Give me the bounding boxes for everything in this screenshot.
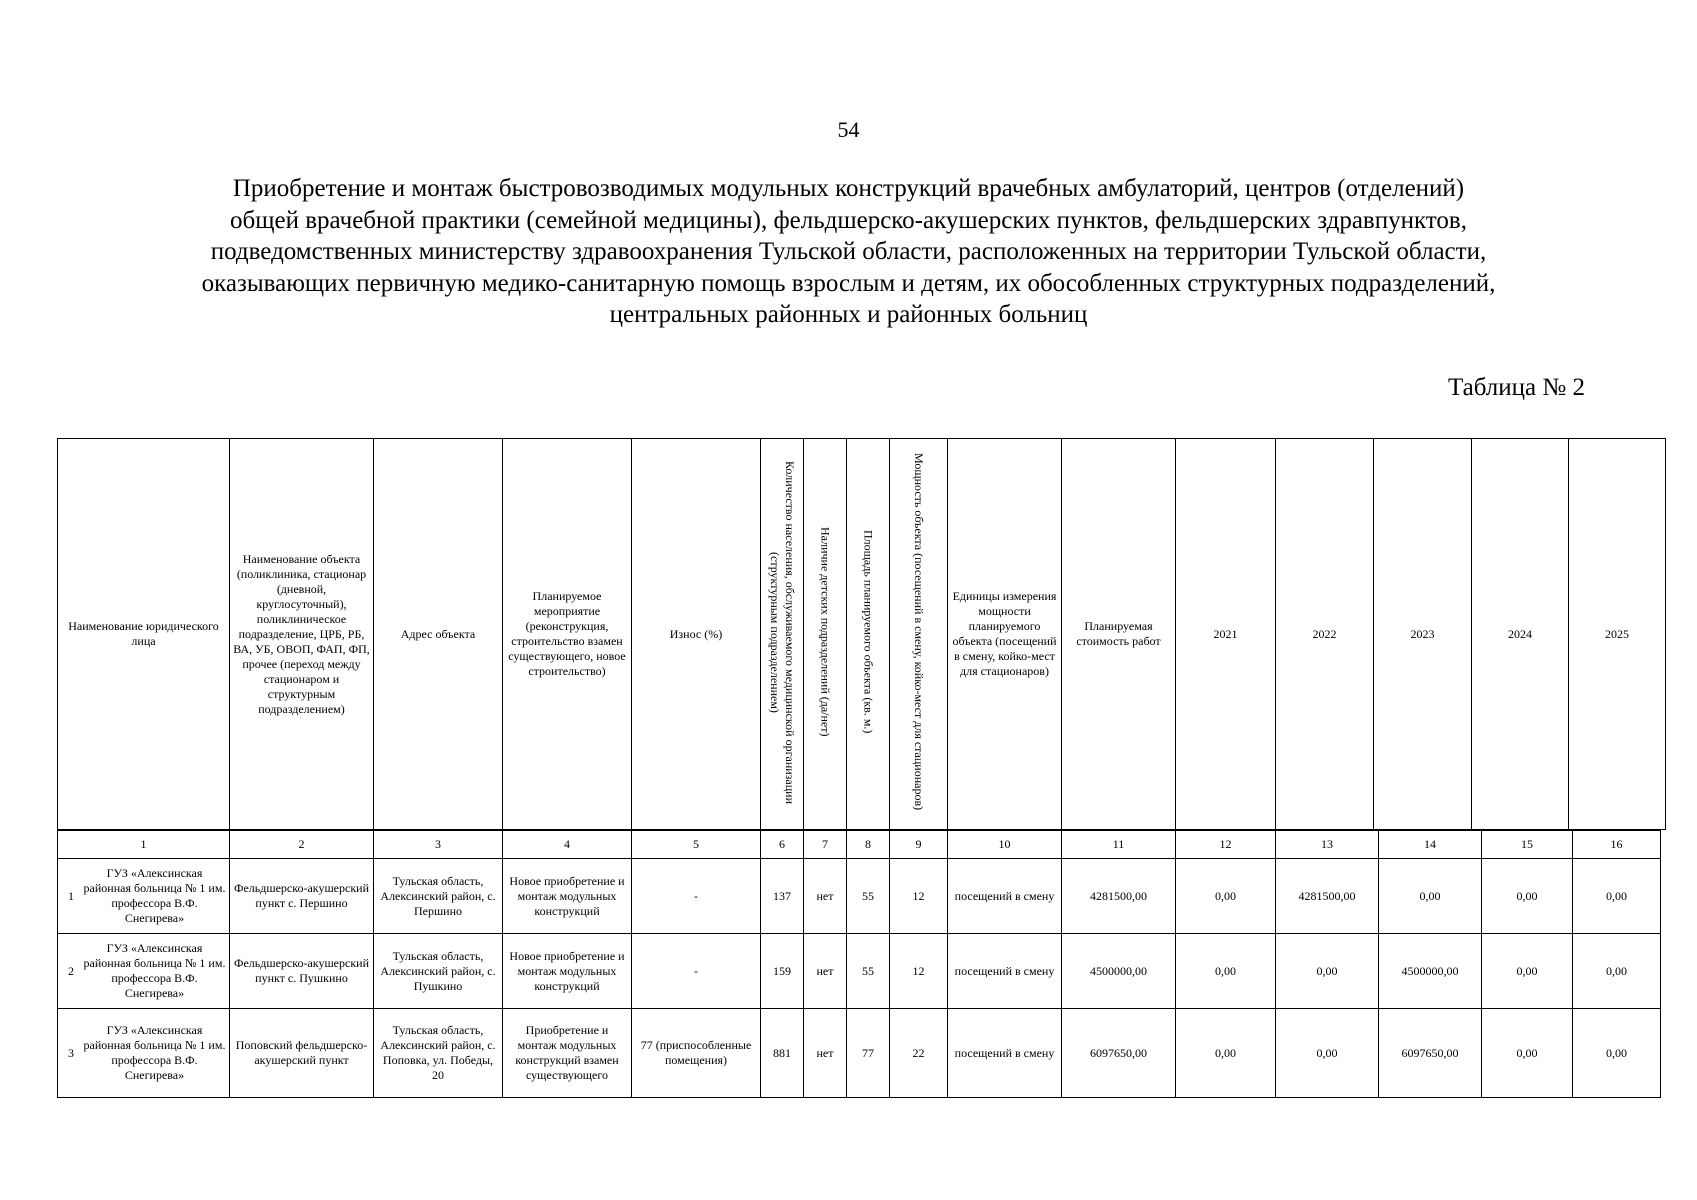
- header-address: Адрес объекта: [374, 439, 503, 830]
- cell-wear: 77 (приспособленные помещения): [632, 1009, 761, 1098]
- row-number: 2: [68, 963, 74, 978]
- table-row: [58, 934, 1661, 1009]
- table-body: [57, 830, 1661, 1098]
- cell-2022: 0,00: [1276, 1009, 1379, 1098]
- header-cost: Планируемая стоимость работ: [1062, 439, 1176, 830]
- org-name: ГУЗ «Алексинская районная больница № 1 им. профессора В.Ф. Снегирева»: [83, 941, 226, 1000]
- column-number: 8: [847, 831, 890, 859]
- header-children: [804, 439, 847, 830]
- cell-2025: 0,00: [1573, 934, 1661, 1009]
- cell-2021: 0,00: [1176, 1009, 1276, 1098]
- column-number: 3: [374, 831, 503, 859]
- cell-capacity: 12: [890, 859, 948, 934]
- cell-area: 55: [847, 934, 890, 1009]
- cell-address: Тульская область, Алексинский район, с. Першино: [374, 859, 503, 934]
- title-line: подведомственных министерству здравоохранения Тульской области, расположенных на территории Тульской области,: [210, 238, 1487, 265]
- cell-2023: 6097650,00: [1379, 1009, 1482, 1098]
- cell-area: 55: [847, 859, 890, 934]
- column-number: 16: [1573, 831, 1661, 859]
- cell-cost: 4500000,00: [1062, 934, 1176, 1009]
- column-number: 11: [1062, 831, 1176, 859]
- column-number: 12: [1176, 831, 1276, 859]
- column-number: 5: [632, 831, 761, 859]
- header-capacity-text: Мощность объекта (посещений в смену, койко-мест для стационаров): [912, 453, 926, 811]
- page-number: 54: [837, 117, 860, 142]
- header-population-text: Количество населения, обслуживаемого медицинской организации (структурным подразделением): [768, 460, 797, 804]
- header-capacity: [890, 439, 948, 830]
- cell-org: [58, 859, 230, 934]
- header-2024: 2024: [1472, 439, 1569, 830]
- header-area-text: Площадь планируемого объекта (кв. м.): [861, 530, 876, 734]
- cell-population: 159: [761, 934, 804, 1009]
- cell-2024: 0,00: [1482, 1009, 1573, 1098]
- cell-2024: 0,00: [1482, 934, 1573, 1009]
- cell-org: [58, 1009, 230, 1098]
- cell-object: Фельдшерско-акушерский пункт с. Пушкино: [230, 934, 374, 1009]
- cell-2021: 0,00: [1176, 859, 1276, 934]
- row-number: 1: [68, 888, 74, 903]
- cell-cost: 4281500,00: [1062, 859, 1176, 934]
- cell-2021: 0,00: [1176, 934, 1276, 1009]
- cell-children: нет: [804, 934, 847, 1009]
- cell-measure: Новое приобретение и монтаж модульных конструкций: [503, 859, 632, 934]
- cell-2022: 4281500,00: [1276, 859, 1379, 934]
- header-population: [761, 439, 804, 830]
- cell-org: [58, 934, 230, 1009]
- cell-wear: -: [632, 934, 761, 1009]
- column-number: 7: [804, 831, 847, 859]
- cell-address: Тульская область, Алексинский район, с. Пушкино: [374, 934, 503, 1009]
- cell-wear: -: [632, 859, 761, 934]
- org-name: ГУЗ «Алексинская районная больница № 1 им. профессора В.Ф. Снегирева»: [83, 1023, 226, 1082]
- document-title: [90, 173, 1607, 331]
- cell-cost: 6097650,00: [1062, 1009, 1176, 1098]
- cell-children: нет: [804, 859, 847, 934]
- table-header: [57, 438, 1666, 830]
- cell-2024: 0,00: [1482, 859, 1573, 934]
- cell-unit: посещений в смену: [948, 934, 1062, 1009]
- title-line: центральных районных и районных больниц: [609, 301, 1088, 328]
- table-row: [58, 1009, 1661, 1098]
- cell-2025: 0,00: [1573, 859, 1661, 934]
- header-children-text: Наличие детских подразделений (да/нет): [818, 527, 833, 737]
- column-number: 15: [1482, 831, 1573, 859]
- column-number: 13: [1276, 831, 1379, 859]
- column-number: 14: [1379, 831, 1482, 859]
- cell-measure: Приобретение и монтаж модульных конструкций взамен существующего: [503, 1009, 632, 1098]
- header-object: Наименование объекта (поликлиника, стационар (дневной, круглосуточный), поликлиническое подразделение, ЦРБ, РБ, ВА, УБ, ОВОП, ФАП, ФП, прочее (переход между стационаром и структурным подразделением): [230, 439, 374, 830]
- column-number: 9: [890, 831, 948, 859]
- cell-children: нет: [804, 1009, 847, 1098]
- cell-capacity: 22: [890, 1009, 948, 1098]
- header-2021: 2021: [1176, 439, 1276, 830]
- cell-population: 137: [761, 859, 804, 934]
- column-number: 6: [761, 831, 804, 859]
- header-unit: Единицы измерения мощности планируемого объекта (посещений в смену, койко-мест для стационаров): [948, 439, 1062, 830]
- title-line: оказывающих первичную медико-санитарную помощь взрослым и детям, их обособленных структурных подразделений,: [201, 269, 1496, 297]
- table-row: [58, 859, 1661, 934]
- header-area: [847, 439, 890, 830]
- column-number: 2: [230, 831, 374, 859]
- cell-population: 881: [761, 1009, 804, 1098]
- cell-measure: Новое приобретение и монтаж модульных конструкций: [503, 934, 632, 1009]
- header-2022: 2022: [1276, 439, 1374, 830]
- header-org: Наименование юридического лица: [58, 439, 230, 830]
- cell-2023: 0,00: [1379, 859, 1482, 934]
- column-number-row: [58, 831, 1661, 859]
- cell-2025: 0,00: [1573, 1009, 1661, 1098]
- org-name: ГУЗ «Алексинская районная больница № 1 им. профессора В.Ф. Снегирева»: [83, 866, 226, 925]
- cell-area: 77: [847, 1009, 890, 1098]
- title-line: общей врачебной практики (семейной медицины), фельдшерско-акушерских пунктов, фельдшерских здравпунктов,: [230, 206, 1467, 234]
- column-number: 10: [948, 831, 1062, 859]
- header-wear: Износ (%): [632, 439, 761, 830]
- cell-unit: посещений в смену: [948, 859, 1062, 934]
- cell-address: Тульская область, Алексинский район, с. Поповка, ул. Победы, 20: [374, 1009, 503, 1098]
- table-label: Таблица № 2: [1447, 374, 1585, 401]
- header-2023: 2023: [1374, 439, 1472, 830]
- cell-capacity: 12: [890, 934, 948, 1009]
- cell-object: Поповский фельдшерско-акушерский пункт: [230, 1009, 374, 1098]
- title-line: Приобретение и монтаж быстровозводимых модульных конструкций врачебных амбулаторий, центров (отделений): [232, 175, 1465, 202]
- cell-2023: 4500000,00: [1379, 934, 1482, 1009]
- header-measure: Планируемое мероприятие (реконструкция, строительство взамен существующего, новое строительство): [503, 439, 632, 830]
- row-number: 3: [68, 1045, 74, 1060]
- column-number: 1: [58, 831, 230, 859]
- cell-2022: 0,00: [1276, 934, 1379, 1009]
- cell-unit: посещений в смену: [948, 1009, 1062, 1098]
- cell-object: Фельдшерско-акушерский пункт с. Першино: [230, 859, 374, 934]
- header-2025: 2025: [1569, 439, 1666, 830]
- column-number: 4: [503, 831, 632, 859]
